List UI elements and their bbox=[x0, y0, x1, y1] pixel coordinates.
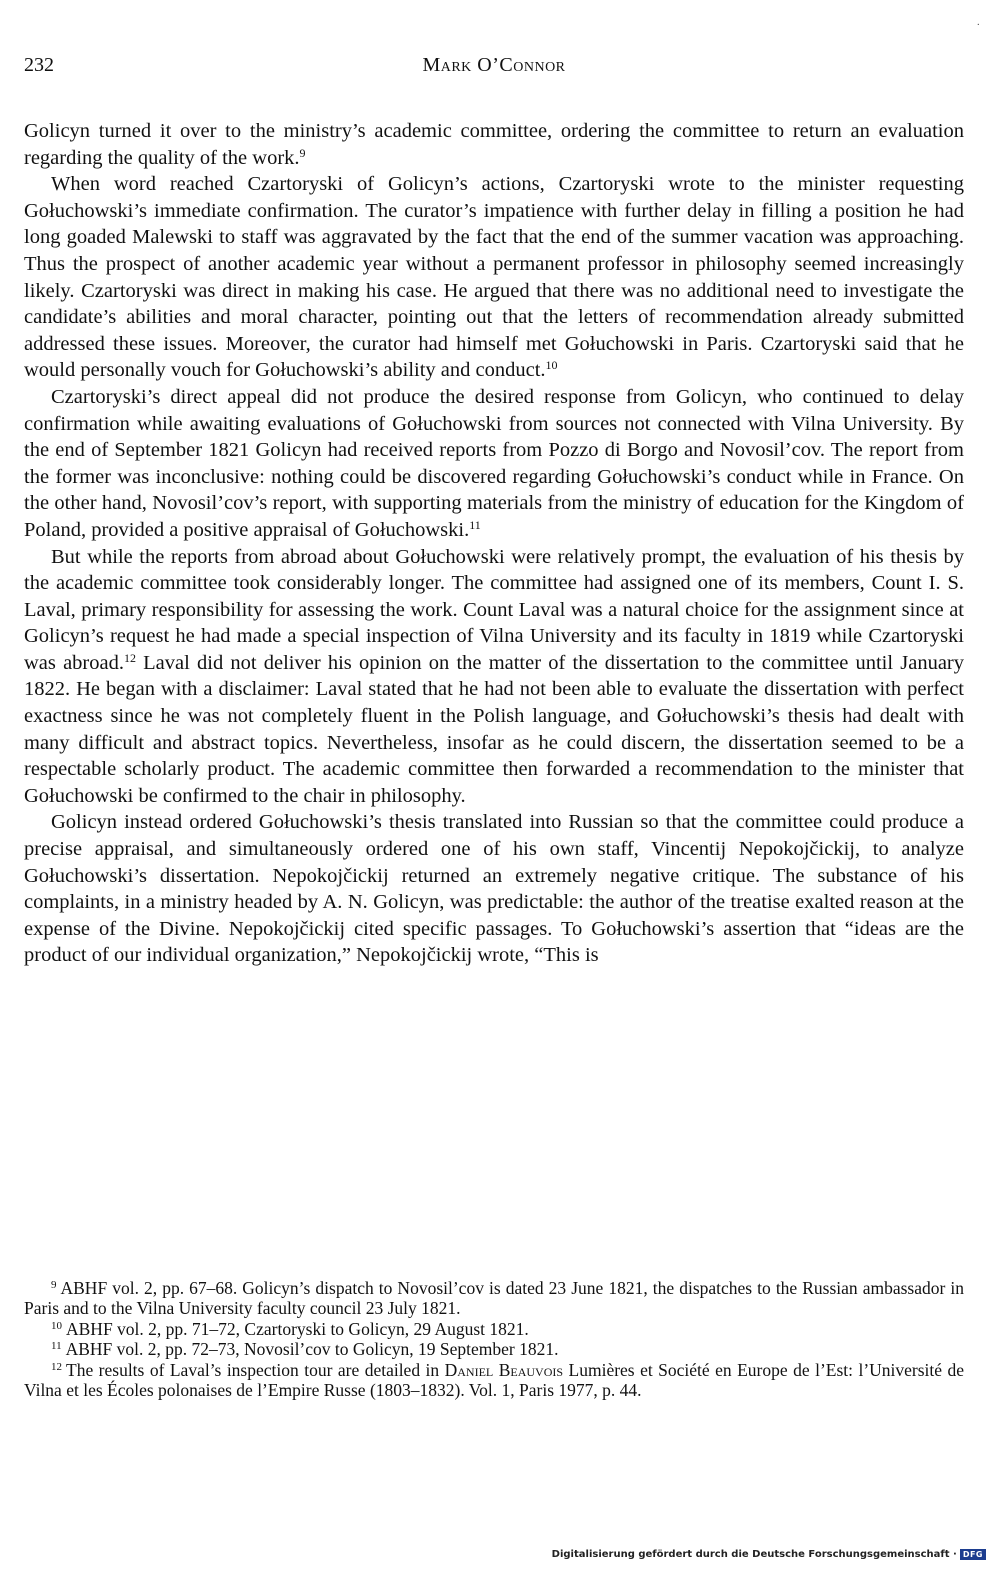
footnote-number: 11 bbox=[51, 1340, 62, 1353]
footnote-ref: 12 bbox=[123, 650, 136, 665]
corner-mark: · bbox=[976, 20, 980, 31]
paragraph: Czartoryski’s direct appeal did not produce the desired response from Golicyn, who continued to delay confirmation while awaiting evaluations of Gołuchowski from sources not connected with Vilna University. By the end of September 1821 Golicyn had received reports from Pozzo di Borgo and Novosil’cov. The report from the former was inconclusive: nothing could be discovered regarding Gołuchowski’s conduct while in France. On the other hand, Novosil’cov’s report, with supporting materials from the ministry of education for the Kingdom of Poland, provided a positive appraisal of Gołuchowski.$^{11}$ bbox=[24, 385, 964, 541]
footnote: $^9$ ABHF vol. 2, pp. 67–68. Golicyn’s dispatch to Novosil’cov is dated 23 June 1821, the dispatches to the Russian ambassador in Paris and to the Vilna University faculty council 23 July 1821. bbox=[24, 1278, 964, 1319]
footnote-ref: 9 bbox=[299, 145, 306, 160]
footnote-number: 10 bbox=[51, 1319, 62, 1332]
footnote-number: 12 bbox=[51, 1360, 62, 1373]
body-text bbox=[24, 118, 964, 969]
digitization-credit bbox=[552, 1549, 986, 1560]
dfg-logo-icon: DFG bbox=[960, 1549, 986, 1560]
footnote-number: 9 bbox=[51, 1279, 57, 1291]
footnote: $^{10}$ ABHF vol. 2, pp. 71–72, Czartoryski to Golicyn, 29 August 1821. bbox=[51, 1318, 529, 1339]
footnotes bbox=[24, 1278, 964, 1400]
page-number: 232 bbox=[24, 54, 54, 76]
paragraph: Golicyn instead ordered Gołuchowski’s thesis translated into Russian so that the committee could produce a precise appraisal, and simultaneously ordered one of his own staff, Vincentij Nepokojčickij, to analyze Gołuchowski’s dissertation. Nepokojčickij returned an extremely negative critique. The substance of his complaints, in a ministry headed by A. N. Golicyn, was predictable: the author of the treatise exalted reason at the expense of the Divine. Nepokojčickij cited specific passages. To Gołuchowski’s assertion that “ideas are the product of our individual organization,” Nepokojčickij wrote, “This is bbox=[24, 811, 964, 967]
footnote-ref: 10 bbox=[545, 358, 558, 373]
paragraph: When word reached Czartoryski of Golicyn’s actions, Czartoryski wrote to the minister requesting Gołuchowski’s immediate confirmation. The curator’s impatience with further delay in filling a position he had long goaded Malewski to staff was aggravated by the fact that the end of the summer vacation was approaching. Thus the prospect of another academic year without a permanent professor in philosophy seemed increasingly likely. Czartoryski was direct in making his case. He argued that there was no additional need to investigate the candidate’s abilities and moral character, pointing out that the letters of recommendation already submitted addressed these issues. Moreover, the curator had himself met Gołuchowski in Paris. Czartoryski said that he would personally vouch for Gołuchowski’s ability and conduct.$^{10}$ bbox=[24, 173, 964, 382]
footnote: $^{11}$ ABHF vol. 2, pp. 72–73, Novosil’cov to Golicyn, 19 September 1821. bbox=[51, 1339, 559, 1360]
paragraph: But while the reports from abroad about Gołuchowski were relatively prompt, the evaluation of his thesis by the academic committee took considerably longer. The committee had assigned one of its members, Count I. S. Laval, primary responsibility for assessing the work. Count Laval was a natural choice for the assignment since at Golicyn’s request he had made a special inspection of Vilna University and its faculty in 1819 while Czartoryski was abroad.$^{12}$ Laval did not deliver his opinion on the matter of the dissertation to the committee until January 1822. He began with a disclaimer: Laval stated that he had not been able to evaluate the dissertation with perfect exactness since he was not completely fluent in the Polish language, and Gołuchowski’s thesis had dealt with many difficult and abstract topics. Nevertheless, insofar as he could discern, the dissertation seemed to be a respectable scholarly product. The academic committee then forwarded a recommendation to the minister that Gołuchowski be confirmed to the chair in philosophy. bbox=[24, 545, 964, 807]
paragraph: Golicyn turned it over to the ministry’s academic committee, ordering the committee to return an evaluation regarding the quality of the work.$^9$ bbox=[24, 120, 964, 169]
running-head: Mark O’Connor bbox=[422, 54, 566, 76]
footnote: $^{12}$ The results of Laval’s inspection tour are detailed in Daniel Beauvois Lumières et Société en Europe de l’Est: l’Université de Vilna et les Écoles polonaises de l’Empire Russe (1803–1832). Vol. 1, Paris 1977, p. 44. bbox=[24, 1359, 965, 1401]
page-header bbox=[24, 54, 964, 84]
digitization-text: Digitalisierung gefördert durch die Deutsche Forschungsgemeinschaft · bbox=[551, 1549, 957, 1560]
author-name: Daniel Beauvois bbox=[444, 1359, 564, 1380]
footnote-ref: 11 bbox=[469, 517, 481, 532]
